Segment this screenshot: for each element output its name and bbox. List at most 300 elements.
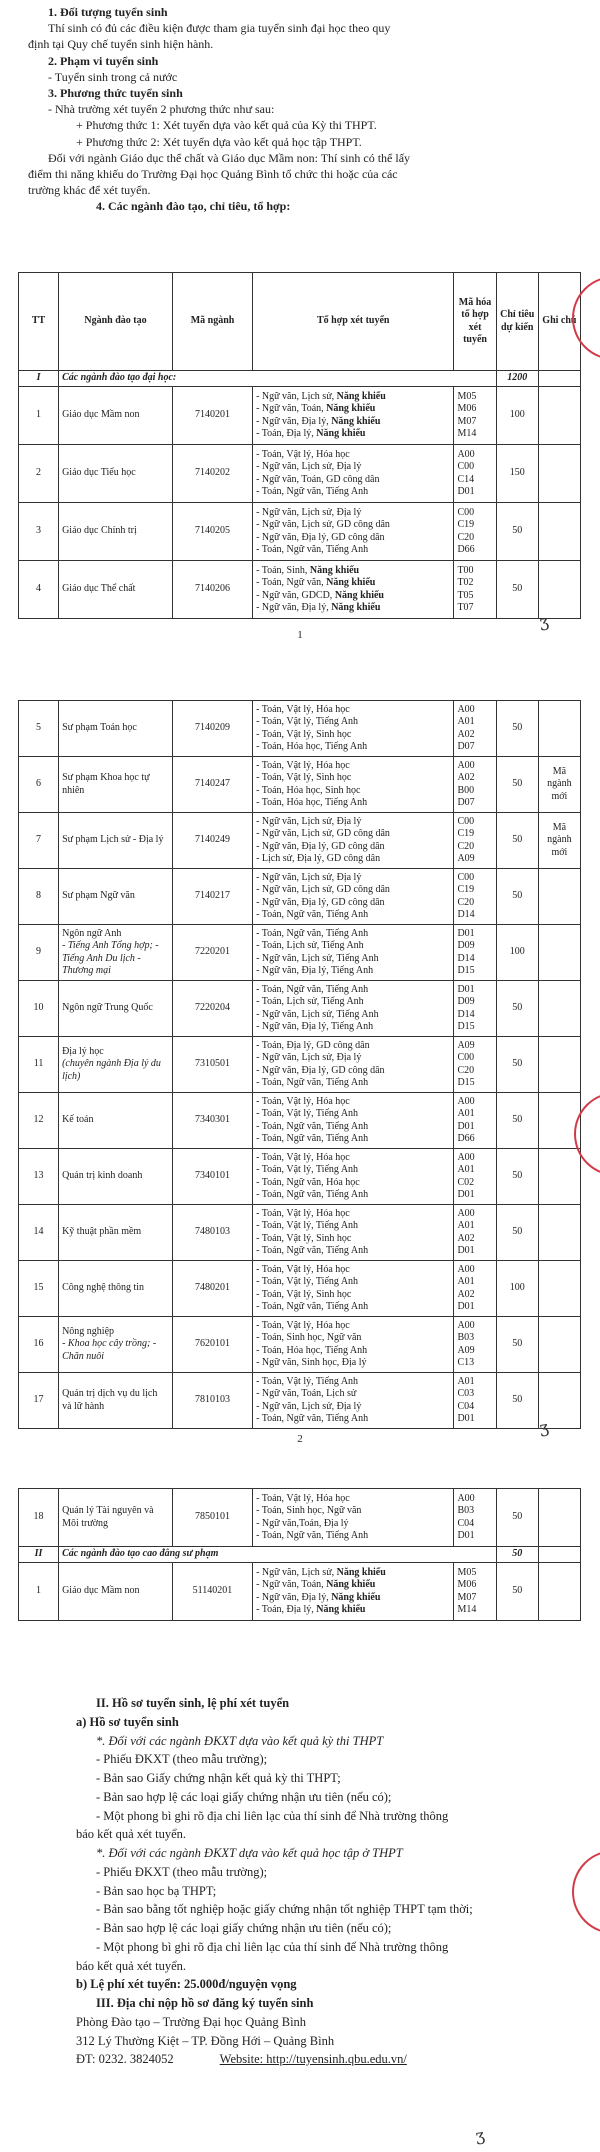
combo-line (256, 1567, 450, 1580)
combo-line (256, 544, 450, 557)
combo-line (256, 1009, 450, 1022)
group-quota: 50 (496, 1547, 538, 1563)
paragraph: *. Đối với các ngành ĐKXT dựa vào kết quả kỳ thi THPT (96, 1733, 384, 1748)
combo-aptitude: Năng khiếu (336, 1566, 386, 1578)
combo-subjects: - Ngữ văn, Địa lý, GD công dân (256, 531, 385, 543)
major-name: Giáo dục Tiểu học (62, 467, 136, 479)
combo-code: D15 (457, 965, 475, 976)
combo-code: C20 (457, 531, 475, 543)
major-name: Kế toán (62, 1114, 94, 1126)
list-item: báo kết quả xét tuyển. (76, 1827, 187, 1842)
cell-quota: 50 (496, 1563, 538, 1621)
combo-code: A02 (457, 1288, 475, 1300)
majors-table-page-1 (18, 272, 581, 619)
combo-code: C19 (457, 884, 475, 895)
cell-major (59, 813, 173, 869)
cell-combo-codes (454, 1317, 496, 1373)
cell-combos (253, 387, 454, 445)
combo-subjects: - Toán, Sinh học, Ngữ văn (256, 1332, 362, 1343)
cell-tt: 1 (19, 1563, 59, 1621)
majors-table-page-3 (18, 1488, 581, 1621)
paragraph: Đối với ngành Giáo dục thể chất và Giáo dục Mầm non: Thí sinh có thể lấy (48, 150, 411, 165)
cell-code: 7140217 (172, 869, 252, 925)
cell-combo-codes (454, 981, 496, 1037)
combo-line (256, 565, 450, 578)
combo-line (256, 1579, 450, 1592)
contact-line (0, 2050, 600, 2069)
combo-code: A00 (457, 703, 475, 715)
combo-subjects: - Ngữ văn, Lịch sử, Địa lý (256, 871, 362, 883)
combo-code: C00 (457, 506, 475, 518)
combo-code: A01 (457, 1164, 475, 1175)
table-row (19, 1093, 581, 1149)
cell-code: 7140205 (172, 503, 252, 561)
majors-table-page-2 (18, 700, 581, 1429)
cell-quota: 150 (496, 445, 538, 503)
combo-line (256, 461, 450, 474)
table-row (19, 1317, 581, 1373)
table-row (19, 701, 581, 757)
cell-combo-codes (454, 387, 496, 445)
combo-subjects: - Ngữ văn, GDCD, (256, 589, 335, 601)
combo-aptitude: Năng khiếu (331, 415, 381, 427)
cell-note (538, 1489, 580, 1547)
cell-combo-codes (454, 1093, 496, 1149)
cell-note (538, 1563, 580, 1621)
combo-subjects: - Toán, Hóa học, Tiếng Anh (256, 1344, 368, 1356)
combo-subjects: - Toán, Địa lý, (256, 428, 317, 439)
cell-major (59, 387, 173, 445)
combo-code: A02 (457, 728, 475, 740)
group-quota: 1200 (496, 371, 538, 387)
paragraph: - Nhà trường xét tuyển 2 phương thức như sau: (48, 102, 275, 117)
combo-line (256, 1077, 450, 1090)
list-item: - Bản sao hợp lệ các loại giấy chứng nhận ưu tiên (nếu có); (96, 1789, 392, 1804)
combo-code: T00 (457, 564, 474, 576)
combo-code: D14 (457, 952, 475, 964)
combo-line (256, 1040, 450, 1053)
website-link[interactable]: Website: http://tuyensinh.qbu.edu.vn/ (219, 2052, 407, 2067)
combo-subjects: - Toán, Địa lý, GD công dân (256, 1039, 370, 1051)
combo-subjects: - Toán, Ngữ văn, (256, 577, 327, 588)
cell-tt: 17 (19, 1373, 59, 1429)
combo-line (256, 1065, 450, 1078)
cell-combos (253, 1489, 454, 1547)
cell-major (59, 1563, 173, 1621)
combo-code: C03 (457, 1388, 475, 1399)
combo-line (256, 1245, 450, 1258)
combo-subjects: - Toán, Ngữ văn, Tiếng Anh (256, 909, 369, 920)
major-name: Công nghệ thông tin (62, 1282, 145, 1294)
combo-line (256, 1152, 450, 1165)
paragraph: điểm thi năng khiếu do Trường Đại học Quảng Bình tổ chức thi hoặc của các (28, 166, 398, 181)
combo-subjects: - Toán, Vật lý, Hóa học (256, 1207, 350, 1219)
combo-line (256, 416, 450, 429)
combo-line (256, 1345, 450, 1358)
cell-combos (253, 981, 454, 1037)
table-row (19, 869, 581, 925)
combo-line (256, 1332, 450, 1345)
cell-tt: 11 (19, 1037, 59, 1093)
cell-major (59, 1317, 173, 1373)
combo-code: C00 (457, 815, 475, 827)
combo-subjects: - Toán, Vật lý, Hóa học (256, 1263, 350, 1275)
table-row (19, 561, 581, 619)
cell-code: 7140249 (172, 813, 252, 869)
cell-note (538, 1205, 580, 1261)
combo-line (256, 909, 450, 922)
combo-subjects: - Ngữ văn, Lịch sử, GD công dân (256, 884, 390, 895)
group-row-university (19, 371, 581, 387)
table-row (19, 981, 581, 1037)
combo-subjects: - Toán, Vật lý, Hóa học (256, 448, 350, 460)
combo-code: D09 (457, 996, 475, 1007)
cell-combo-codes (454, 869, 496, 925)
cell-note (538, 1261, 580, 1317)
combo-subjects: - Toán, Sinh, (256, 564, 310, 576)
cell-combo-codes (454, 701, 496, 757)
cell-combo-codes (454, 813, 496, 869)
cell-note (538, 387, 580, 445)
major-name: Quản lý Tài nguyên và Môi trường (62, 1505, 154, 1529)
cell-note (538, 503, 580, 561)
cell-quota: 50 (496, 1489, 538, 1547)
combo-line (256, 1189, 450, 1202)
combo-code: A00 (457, 1207, 475, 1219)
cell-quota: 100 (496, 387, 538, 445)
group-label: Các ngành đào tạo cao đẳng sư phạm (59, 1547, 497, 1563)
combo-line (256, 704, 450, 717)
combo-line (256, 940, 450, 953)
list-item: - Một phong bì ghi rõ địa chỉ liên lạc của thí sinh để Nhà trường thông (96, 1808, 449, 1823)
cell-combos (253, 869, 454, 925)
combo-line (256, 532, 450, 545)
combo-line (256, 841, 450, 854)
paragraph: trường khác để xét tuyển. (28, 183, 151, 198)
combo-aptitude: Năng khiếu (331, 1591, 381, 1603)
combo-subjects: - Toán, Vật lý, Hóa học (256, 759, 350, 771)
cell-tt: 5 (19, 701, 59, 757)
combo-subjects: - Toán, Hóa học, Sinh học (256, 784, 361, 796)
paragraph: *. Đối với các ngành ĐKXT dựa vào kết quả học tập ở THPT (96, 1846, 403, 1860)
combo-aptitude: Năng khiếu (316, 1604, 366, 1615)
combo-subjects: - Ngữ văn, Địa lý, GD công dân (256, 1064, 385, 1076)
combo-subjects: - Toán, Sinh học, Ngữ văn (256, 1505, 362, 1516)
signature-initials: Ʒ (538, 1420, 551, 1441)
cell-tt: 12 (19, 1093, 59, 1149)
cell-major (59, 561, 173, 619)
page-number: 1 (297, 629, 303, 641)
combo-subjects: - Toán, Ngữ văn, Tiếng Anh (256, 983, 369, 995)
cell-major (59, 1261, 173, 1317)
combo-line (256, 590, 450, 603)
combo-code: C00 (457, 1052, 475, 1063)
combo-subjects: - Ngữ văn, Lịch sử, Tiếng Anh (256, 952, 379, 964)
cell-tt: 10 (19, 981, 59, 1037)
combo-line (256, 797, 450, 810)
combo-subjects: - Ngữ văn, Sinh học, Địa lý (256, 1357, 367, 1368)
combo-line (256, 1021, 450, 1034)
combo-subjects: - Toán, Ngữ văn, Tiếng Anh (256, 1413, 369, 1424)
combo-line (256, 1276, 450, 1289)
combo-code: D66 (457, 544, 475, 555)
cell-tt: 9 (19, 925, 59, 981)
list-item: - Một phong bì ghi rõ địa chỉ liên lạc của thí sinh để Nhà trường thông (96, 1939, 449, 1954)
combo-subjects: - Ngữ văn, Lịch sử, (256, 1566, 337, 1578)
cell-note (538, 561, 580, 619)
combo-line (256, 428, 450, 441)
cell-code: 7140247 (172, 757, 252, 813)
combo-line (256, 1052, 450, 1065)
table-row (19, 1563, 581, 1621)
combo-line (256, 602, 450, 615)
combo-line (256, 1133, 450, 1146)
cell-note (538, 1037, 580, 1093)
combo-code: C20 (457, 896, 475, 908)
cell-major (59, 445, 173, 503)
cell-tt: 1 (19, 387, 59, 445)
cell-quota: 100 (496, 925, 538, 981)
combo-line (256, 1401, 450, 1414)
combo-code: D14 (457, 909, 475, 920)
cell-note (538, 869, 580, 925)
major-name: Quản trị kinh doanh (62, 1170, 143, 1182)
cell-combo-codes (454, 1373, 496, 1429)
cell-quota: 50 (496, 981, 538, 1037)
cell-code: 51140201 (172, 1563, 252, 1621)
cell-tt: 8 (19, 869, 59, 925)
major-specialization: - Tiếng Anh Tổng hợp; - Tiếng Anh Du lịch - Thương mại (62, 940, 159, 976)
cell-combo-codes (454, 1205, 496, 1261)
combo-code: M06 (457, 403, 477, 414)
combo-code: C14 (457, 473, 475, 485)
combo-subjects: - Toán, Ngữ văn, Tiếng Anh (256, 927, 369, 939)
table-row (19, 445, 581, 503)
combo-subjects: - Ngữ văn, Lịch sử, GD công dân (256, 828, 390, 839)
combo-subjects: - Toán, Vật lý, Hóa học (256, 1319, 350, 1331)
cell-combo-codes (454, 1261, 496, 1317)
combo-subjects: - Toán, Vật lý, Tiếng Anh (256, 1276, 359, 1287)
combo-code: A00 (457, 448, 475, 460)
cell-major (59, 701, 173, 757)
cell-quota: 100 (496, 1261, 538, 1317)
cell-combos (253, 925, 454, 981)
combo-line (256, 996, 450, 1009)
cell-combo-codes (454, 445, 496, 503)
combo-subjects: - Ngữ văn, Toán, GD công dân (256, 473, 380, 485)
combo-subjects: - Ngữ văn, Lịch sử, Địa lý (256, 815, 362, 827)
cell-major (59, 1093, 173, 1149)
combo-line (256, 1220, 450, 1233)
major-name: Sư phạm Lịch sử - Địa lý (62, 834, 164, 846)
combo-code: D15 (457, 1077, 475, 1088)
cell-quota: 50 (496, 1373, 538, 1429)
cell-major (59, 1037, 173, 1093)
combo-code: B00 (457, 784, 475, 796)
table-row (19, 503, 581, 561)
combo-code: D01 (457, 486, 475, 497)
combo-code: C19 (457, 828, 475, 839)
combo-line (256, 1530, 450, 1543)
combo-line (256, 449, 450, 462)
header-combo-code: Mã hóa tổ hợp xét tuyển (454, 273, 496, 371)
cell-quota: 50 (496, 757, 538, 813)
combo-subjects: - Toán, Vật lý, Sinh học (256, 1232, 352, 1244)
cell-combos (253, 445, 454, 503)
major-name: Sư phạm Ngữ văn (62, 890, 135, 902)
cell-major (59, 503, 173, 561)
combo-code: M05 (457, 390, 477, 402)
header-major: Ngành đào tạo (59, 273, 173, 371)
combo-line (256, 1376, 450, 1389)
cell-major (59, 925, 173, 981)
table-row (19, 1149, 581, 1205)
combo-line (256, 741, 450, 754)
heading-phuong-thuc: 3. Phương thức tuyển sinh (48, 85, 183, 100)
combo-subjects: - Toán, Ngữ văn, Tiếng Anh (256, 1189, 369, 1200)
major-name: Giáo dục Mầm non (62, 409, 140, 421)
empty-cell (538, 371, 580, 387)
cell-combos (253, 1205, 454, 1261)
combo-subjects: - Ngữ văn, Toán, (256, 403, 327, 414)
combo-code: A09 (457, 1344, 475, 1356)
cell-tt: 16 (19, 1317, 59, 1373)
major-name: Giáo dục Mầm non (62, 1585, 140, 1597)
combo-subjects: - Ngữ văn, Địa lý, (256, 1591, 332, 1603)
major-name: Sư phạm Khoa học tự nhiên (62, 772, 150, 796)
combo-subjects: - Toán, Vật lý, Tiếng Anh (256, 716, 359, 727)
combo-code: C20 (457, 840, 475, 852)
cell-combo-codes (454, 925, 496, 981)
combo-aptitude: Năng khiếu (309, 564, 360, 576)
cell-tt: 4 (19, 561, 59, 619)
combo-line (256, 1493, 450, 1506)
cell-combo-codes (454, 1149, 496, 1205)
combo-code: A01 (457, 716, 475, 727)
cell-code: 7140209 (172, 701, 252, 757)
cell-note (538, 981, 580, 1037)
cell-combo-codes (454, 1489, 496, 1547)
heading-pham-vi: 2. Phạm vi tuyển sinh (48, 53, 159, 68)
combo-code: A01 (457, 1375, 475, 1387)
combo-line (256, 1208, 450, 1221)
combo-line (256, 403, 450, 416)
combo-code: D01 (457, 1530, 475, 1541)
combo-code: A00 (457, 1319, 475, 1331)
list-item: - Bản sao hợp lệ các loại giấy chứng nhận ưu tiên (nếu có); (96, 1921, 392, 1935)
cell-code: 7140206 (172, 561, 252, 619)
cell-combo-codes (454, 503, 496, 561)
group-roman: I (19, 371, 59, 387)
combo-subjects: - Toán, Vật lý, Sinh học (256, 728, 352, 740)
combo-aptitude: Năng khiếu (326, 1579, 376, 1590)
combo-subjects: - Toán, Hóa học, Tiếng Anh (256, 797, 368, 808)
cell-combos (253, 1317, 454, 1373)
combo-line (256, 1177, 450, 1190)
group-roman: II (19, 1547, 59, 1563)
major-name: Ngôn ngữ Anh (62, 927, 122, 939)
combo-line (256, 1505, 450, 1518)
combo-subjects: - Toán, Ngữ văn, Tiếng Anh (256, 1133, 369, 1144)
cell-major (59, 1373, 173, 1429)
table-row (19, 1037, 581, 1093)
combo-code: M07 (457, 1591, 477, 1603)
combo-line (256, 1604, 450, 1617)
combo-subjects: - Toán, Ngữ văn, Tiếng Anh (256, 1120, 369, 1132)
cell-tt: 7 (19, 813, 59, 869)
cell-quota: 50 (496, 1093, 538, 1149)
cell-tt: 15 (19, 1261, 59, 1317)
list-item: - Phiếu ĐKXT (theo mẫu trường); (96, 1864, 268, 1879)
cell-major (59, 1489, 173, 1547)
combo-code: D66 (457, 1133, 475, 1144)
combo-code: A00 (457, 1263, 475, 1275)
combo-line (256, 1096, 450, 1109)
combo-line (256, 1301, 450, 1314)
combo-line (256, 1388, 450, 1401)
combo-subjects: - Toán, Vật lý, Sinh học (256, 1288, 352, 1300)
combo-code: A00 (457, 1151, 475, 1163)
cell-combos (253, 1373, 454, 1429)
combo-subjects: - Ngữ văn, Địa lý, (256, 602, 332, 613)
combo-code: M14 (457, 428, 477, 439)
combo-subjects: - Ngữ văn, Lịch sử, Địa lý (256, 1400, 362, 1412)
cell-quota: 50 (496, 561, 538, 619)
combo-subjects: - Ngữ văn, Lịch sử, Tiếng Anh (256, 1008, 379, 1020)
combo-line (256, 897, 450, 910)
section-2 (0, 1694, 600, 2069)
cell-combo-codes (454, 561, 496, 619)
combo-subjects: - Toán, Ngữ văn, Tiếng Anh (256, 1301, 369, 1312)
cell-combo-codes (454, 757, 496, 813)
combo-code: M05 (457, 1566, 477, 1578)
combo-subjects: - Ngữ văn, Địa lý, (256, 415, 332, 427)
section-1 (0, 4, 600, 214)
combo-code: A00 (457, 1095, 475, 1107)
cell-code: 7140201 (172, 387, 252, 445)
combo-subjects: - Ngữ văn, Toán, (256, 1579, 327, 1590)
combo-subjects: - Ngữ văn, Lịch sử, Địa lý (256, 461, 362, 472)
combo-subjects: - Ngữ văn, Địa lý, GD công dân (256, 840, 385, 852)
major-name: Nông nghiệp (62, 1325, 115, 1337)
list-item: - Bản sao bằng tốt nghiệp hoặc giấy chứng nhận tốt nghiệp THPT tạm thời; (96, 1902, 473, 1917)
cell-code: 7220204 (172, 981, 252, 1037)
group-label: Các ngành đào tạo đại học: (59, 371, 497, 387)
list-item: - Bản sao học bạ THPT; (96, 1883, 217, 1898)
cell-combos (253, 503, 454, 561)
cell-combos (253, 1261, 454, 1317)
cell-note (538, 925, 580, 981)
signature-initials: Ʒ (538, 614, 551, 635)
paragraph: + Phương thức 2: Xét tuyển dựa vào kết quả học tập THPT. (76, 134, 362, 149)
combo-subjects: - Ngữ văn, Địa lý, Tiếng Anh (256, 1021, 374, 1032)
combo-code: T05 (457, 589, 474, 601)
combo-line (256, 1518, 450, 1531)
major-name: Kỹ thuật phần mềm (62, 1226, 142, 1238)
paragraph: + Phương thức 1: Xét tuyển dựa vào kết quả của Kỳ thi THPT. (76, 118, 377, 133)
combo-subjects: - Toán, Vật lý, Hóa học (256, 1095, 350, 1107)
combo-code: D01 (457, 1301, 475, 1312)
major-name: Quản trị dịch vụ du lịch và lữ hành (62, 1388, 158, 1412)
major-name: Địa lý học (62, 1045, 104, 1057)
cell-note: Mã ngành mới (538, 813, 580, 869)
cell-combo-codes (454, 1563, 496, 1621)
combo-aptitude: Năng khiếu (316, 428, 366, 439)
combo-line (256, 816, 450, 829)
combo-code: C02 (457, 1176, 475, 1188)
combo-subjects: - Toán, Ngữ văn, Tiếng Anh (256, 544, 369, 555)
combo-code: B03 (457, 1332, 475, 1343)
